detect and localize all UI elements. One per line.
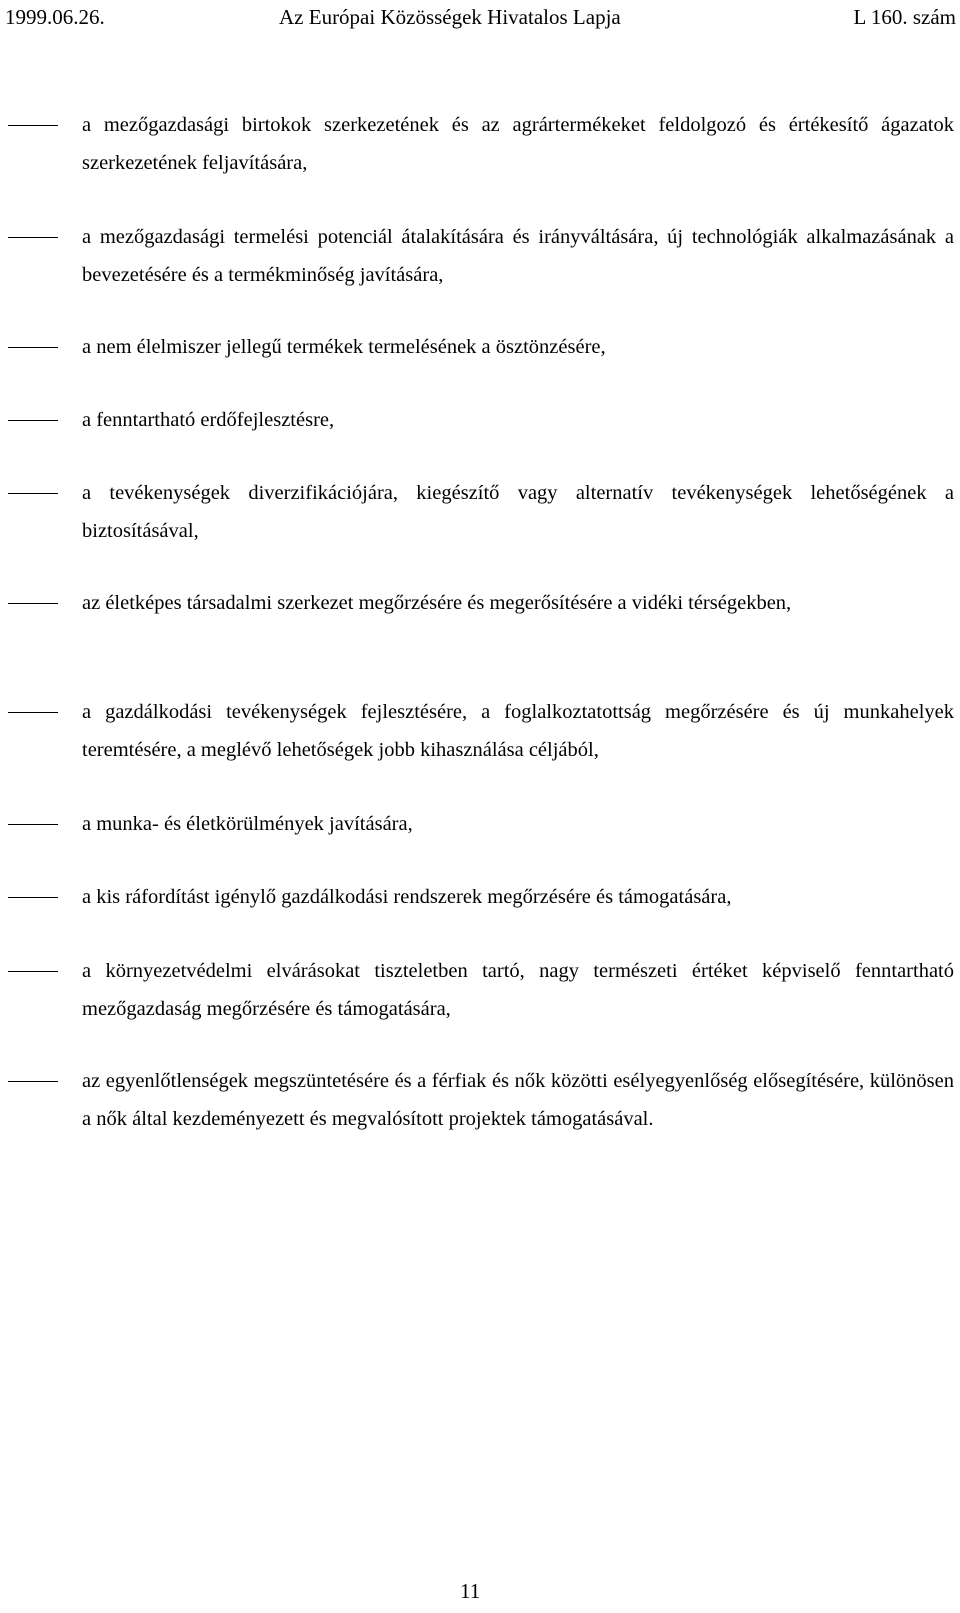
dash-bullet (8, 824, 58, 825)
page-number: 11 (460, 1579, 481, 1603)
list-item-text: a gazdálkodási tevékenységek fejlesztésére, a foglalkoztatottság megőrzésére és új munkahelyek teremtésére, a meglévő lehetőségek jobb kihasználása céljából, (82, 701, 954, 761)
dash-bullet (8, 897, 58, 898)
list-item-text: a kis ráfordítást igénylő gazdálkodási rendszerek megőrzésére és támogatására, (82, 886, 732, 908)
list-item-text: a környezetvédelmi elvárásokat tiszteletben tartó, nagy természeti értéket képviselő fenntartható mezőgazdaság megőrzésére és támogatására, (82, 960, 954, 1020)
list-item-text: a tevékenységek diverzifikációjára, kiegészítő vagy alternatív tevékenységek lehetőségének a biztosításával, (82, 482, 954, 542)
dash-bullet (8, 347, 58, 348)
dash-bullet (8, 493, 58, 494)
list-item-text: a mezőgazdasági termelési potenciál átalakítására és irányváltására, új technológiák alkalmazásának a bevezetésére és a termékminőség javítására, (82, 226, 954, 286)
page-header (0, 0, 960, 40)
list-item-text: a fenntartható erdőfejlesztésre, (82, 409, 335, 431)
dash-bullet (8, 712, 58, 713)
journal-title: Az Európai Közösségek Hivatalos Lapja (279, 5, 621, 29)
dash-bullet (8, 971, 58, 972)
dash-bullet (8, 237, 58, 238)
dash-bullet (8, 1081, 58, 1082)
dash-bullet (8, 125, 58, 126)
publication-date: 1999.06.26. (5, 5, 105, 29)
list-item-text: az egyenlőtlenségek megszüntetésére és a férfiak és nők közötti esélyegyenlőség elősegítésére, különösen a nők által kezdeményezett és megvalósított projektek támogatásával. (82, 1070, 954, 1130)
list-item-text: az életképes társadalmi szerkezet megőrzésére és megerősítésére a vidéki térségekben, (82, 592, 792, 614)
list-item-text: a mezőgazdasági birtokok szerkezetének és az agrártermékeket feldolgozó és értékesítő ágazatok szerkezetének feljavítására, (82, 114, 954, 174)
issue-number: L 160. szám (853, 5, 956, 29)
list-item-text: a nem élelmiszer jellegű termékek termelésének a ösztönzésére, (82, 336, 606, 358)
list-item-text: a munka- és életkörülmények javítására, (82, 813, 413, 835)
dash-bullet (8, 420, 58, 421)
